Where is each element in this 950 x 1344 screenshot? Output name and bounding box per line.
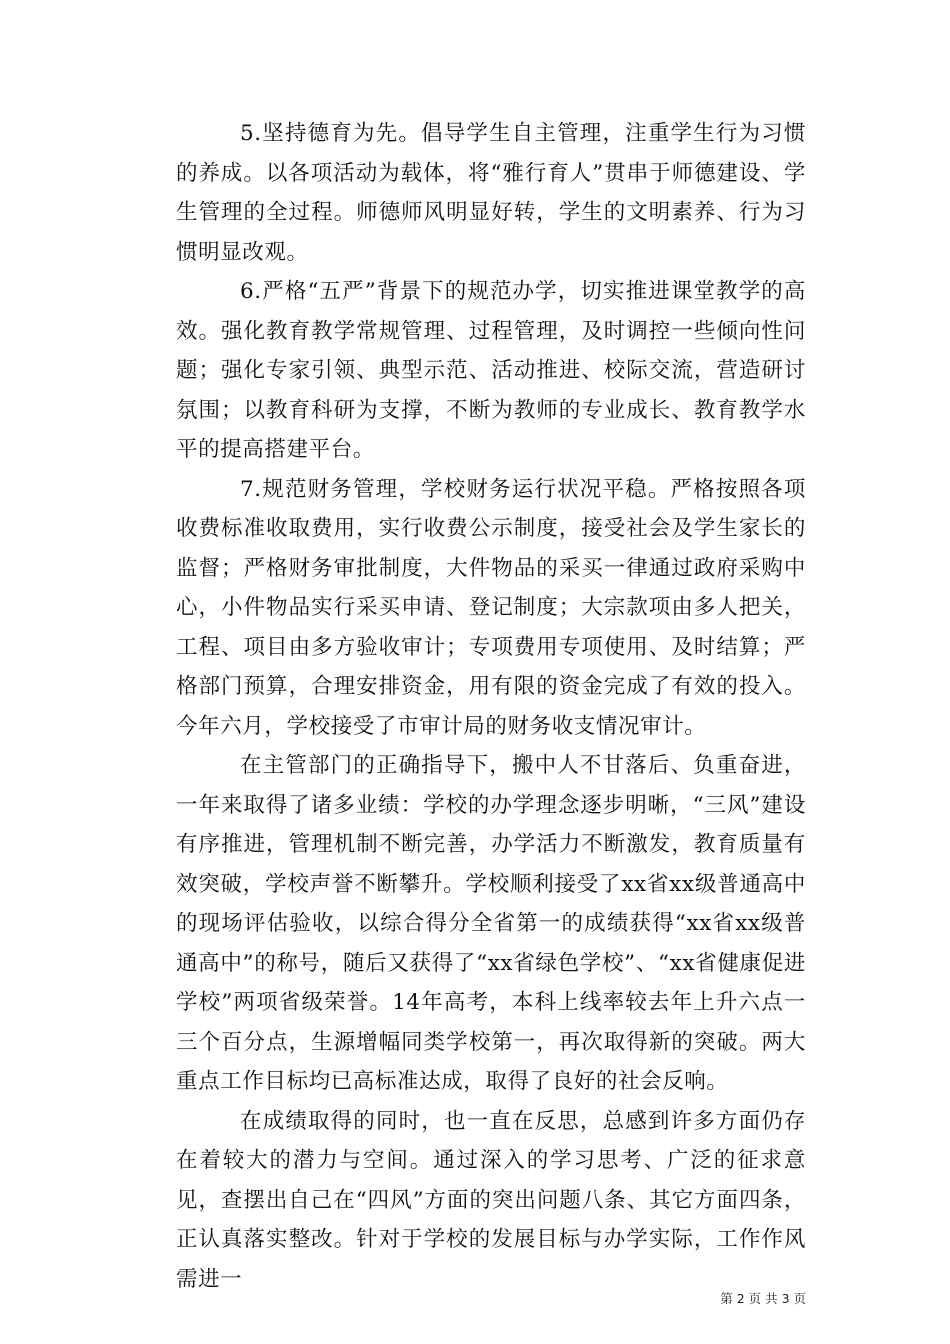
page-number-footer: 第 2 页 共 3 页 <box>720 1291 806 1306</box>
document-body <box>176 114 806 1299</box>
paragraph-item-7: 7.规范财务管理，学校财务运行状况平稳。严格按照各项收费标准收取费用，实行收费公示制度，接受社会及学生家长的监督；严格财务审批制度，大件物品的采买一律通过政府采购中心，小件物品实行采买申请、登记制度；大宗款项由多人把关，工程、项目由多方验收审计；专项费用专项使用、及时结算；严格部门预算，合理安排资金，用有限的资金完成了有效的投入。今年六月，学校接受了市审计局的财务收支情况审计。 <box>176 476 806 739</box>
paragraph-reflection: 在成绩取得的同时，也一直在反思，总感到许多方面仍存在着较大的潜力与空间。通过深入的学习思考、广泛的征求意见，查摆出自己在“四风”方面的突出问题八条、其它方面四条，正认真落实整改。针对于学校的发展目标与办学实际，工作作风需进一 <box>176 1108 806 1292</box>
paragraph-item-6: 6.严格“五严”背景下的规范办学，切实推进课堂教学的高效。强化教育教学常规管理、过程管理，及时调控一些倾向性问题；强化专家引领、典型示范、活动推进、校际交流，营造研讨氛围；以教育科研为支撑，不断为教师的专业成长、教育教学水平的提高搭建平台。 <box>176 279 806 462</box>
paragraph-item-5: 5.坚持德育为先。倡导学生自主管理，注重学生行为习惯的养成。以各项活动为载体，将“雅行育人”贯串于师德建设、学生管理的全过程。师德师风明显好转，学生的文明素养、行为习惯明显改观。 <box>176 121 806 265</box>
paragraph-achievements: 在主管部门的正确指导下，搬中人不甘落后、负重奋进，一年来取得了诸多业绩：学校的办学理念逐步明晰，“三风”建设有序推进，管理机制不断完善，办学活力不断激发，教育质量有效突破，学校声誉不断攀升。学校顺利接受了xx省xx级普通高中的现场评估验收，以综合得分全省第一的成绩获得“xx省xx级普通高中”的称号，随后又获得了“xx省绿色学校”、“xx省健康促进学校”两项省级荣誉。14年高考，本科上线率较去年上升六点一三个百分点，生源增幅同类学校第一，再次取得新的突破。两大重点工作目标均已高标准达成，取得了良好的社会反响。 <box>176 753 806 1094</box>
